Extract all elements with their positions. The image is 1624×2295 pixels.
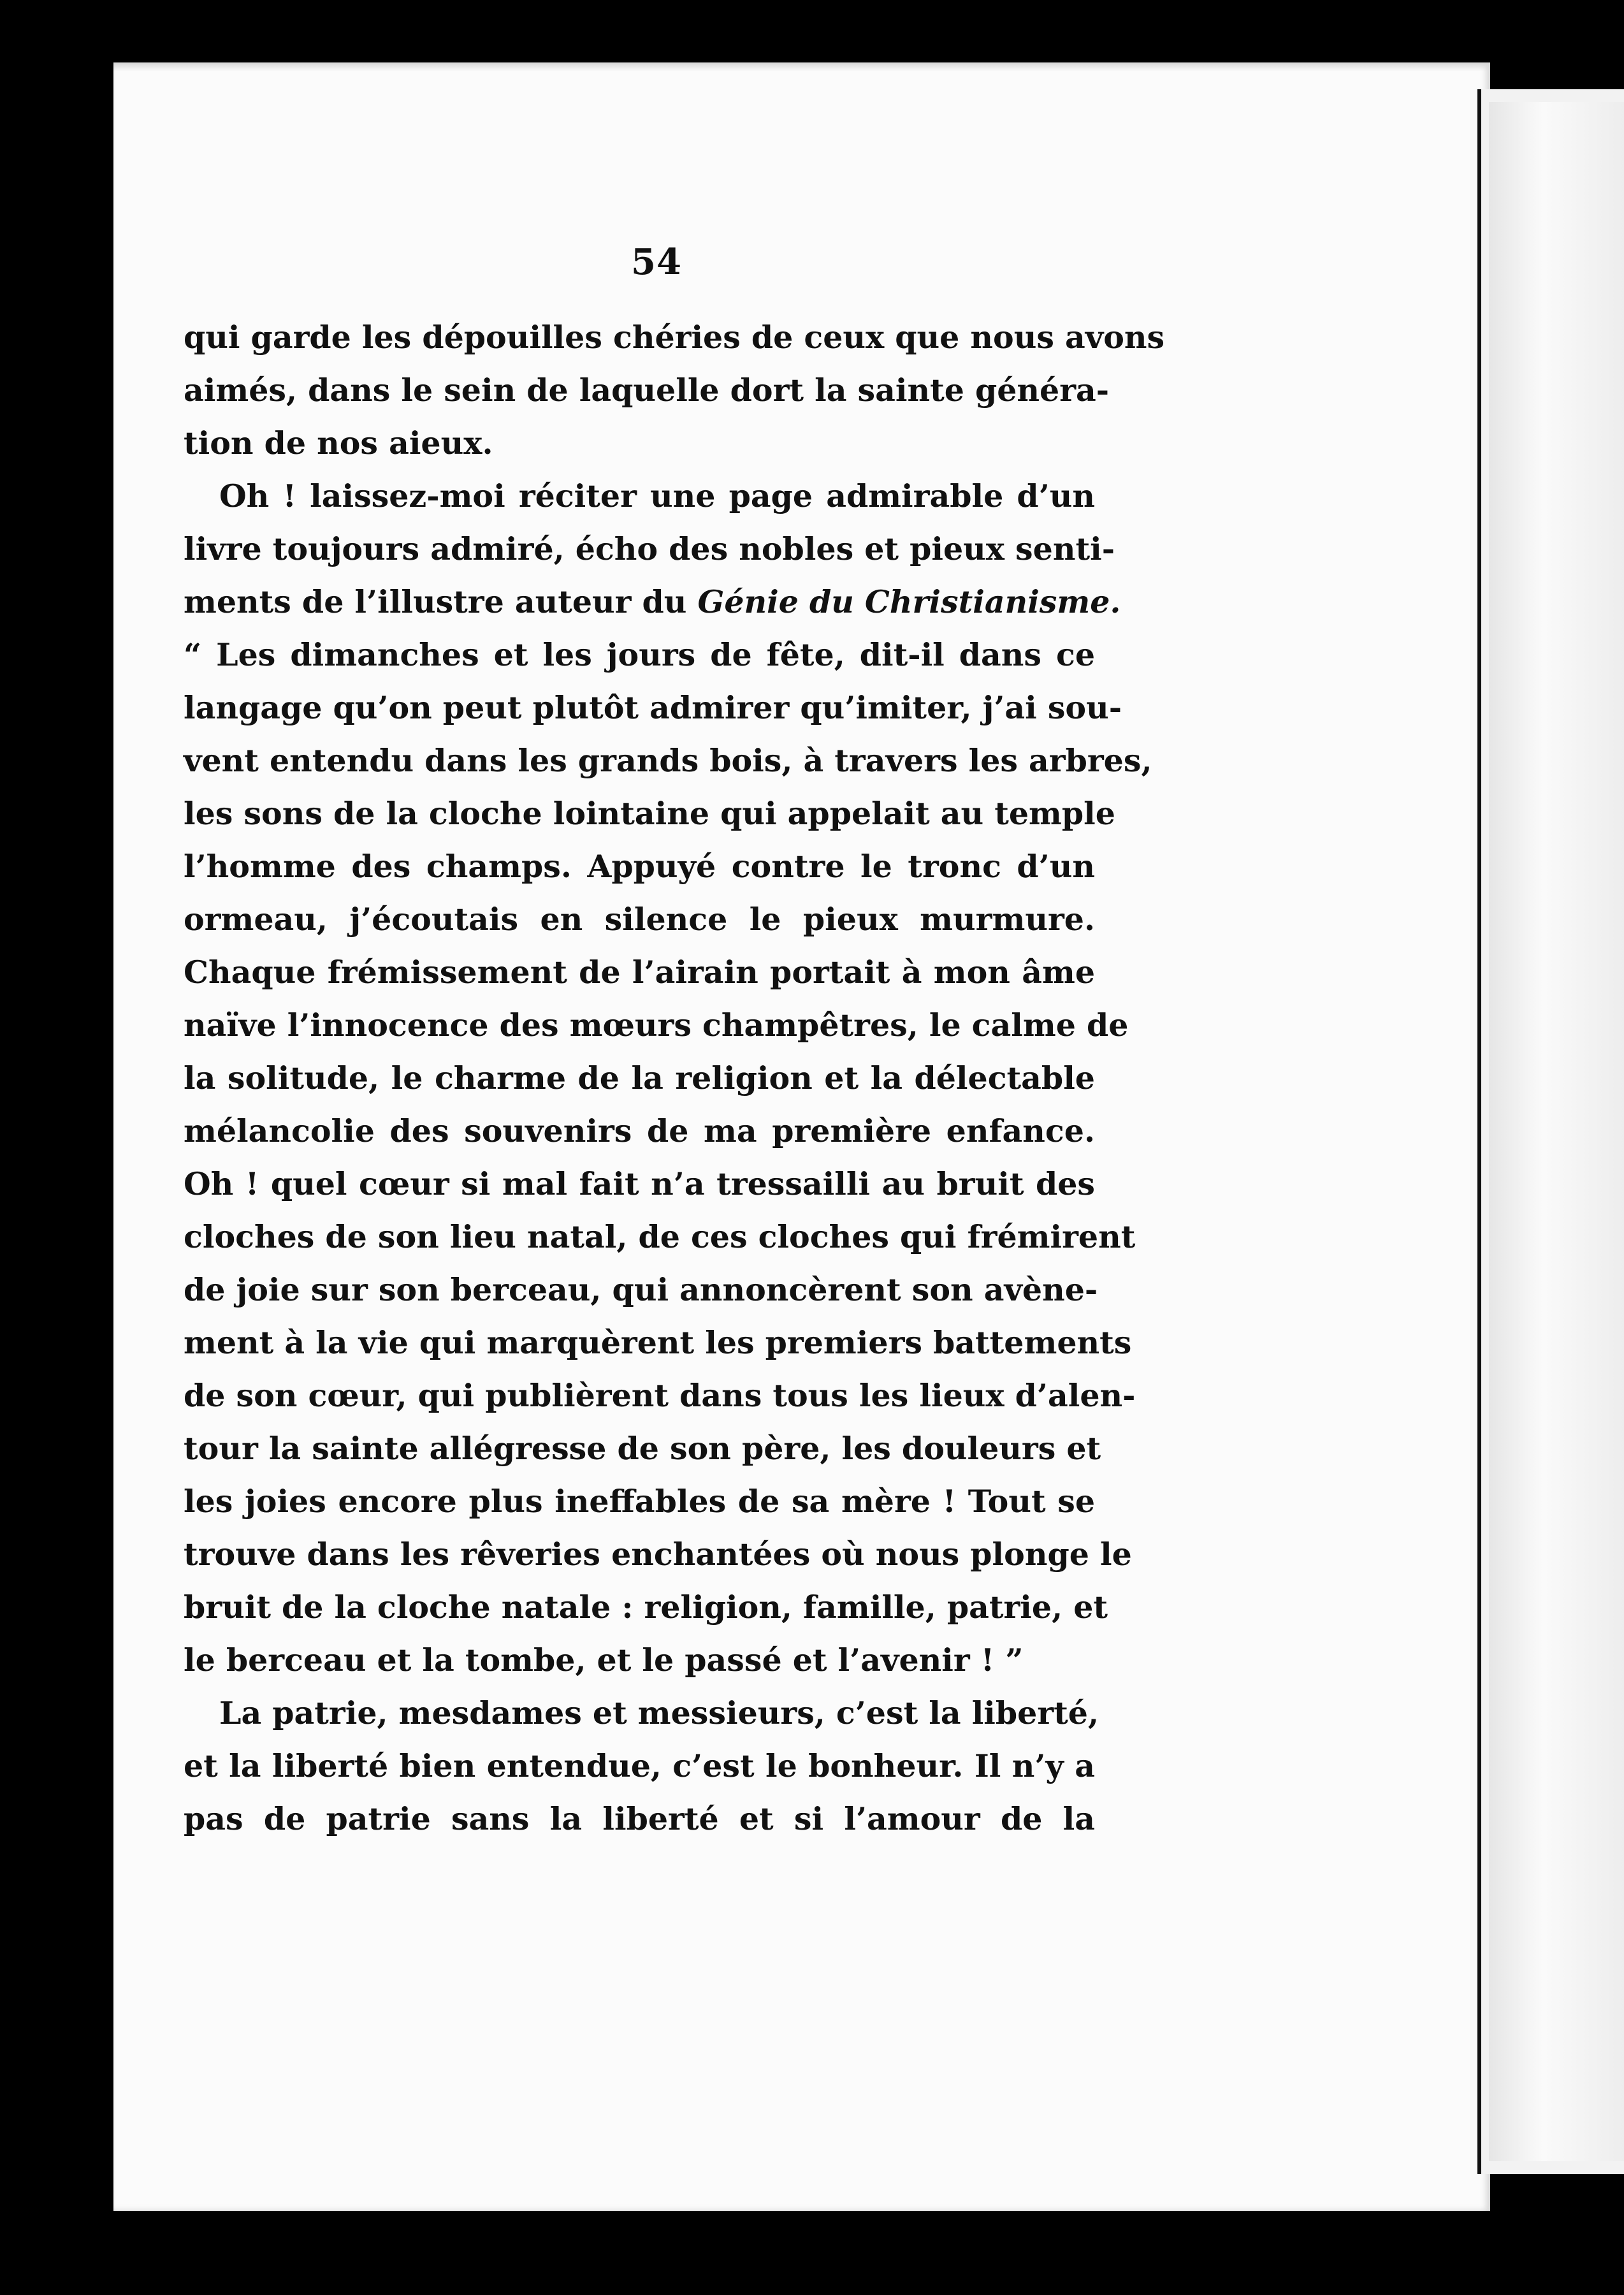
text-line: de joie sur son berceau, qui annoncèrent son avène- [184,1271,1098,1308]
text-line: vent entendu dans les grands bois, à travers les arbres, [184,742,1152,779]
text-line: tour la sainte allégresse de son père, les douleurs et [184,1430,1101,1467]
page-number: 54 [631,241,682,283]
text-line: mélancolie des souvenirs de ma première enfance. [184,1112,1095,1149]
text-line: qui garde les dépouilles chéries de ceux que nous avons [184,319,1165,356]
text-line: ment à la vie qui marquèrent les premiers battements [184,1324,1132,1361]
text-line: “ Les dimanches et les jours de fête, dit-il dans ce [184,636,1095,673]
text-line: trouve dans les rêveries enchantées où nous plonge le [184,1536,1132,1573]
text-line: les joies encore plus ineffables de sa mère ! Tout se [184,1483,1095,1520]
text-line: Oh ! laissez-moi réciter une page admirable d’un [219,477,1095,514]
text-line: livre toujours admiré, écho des nobles et pieux senti- [184,530,1115,567]
text-line: la solitude, le charme de la religion et la délectable [184,1060,1095,1096]
text-line: La patrie, mesdames et messieurs, c’est la liberté, [219,1694,1099,1731]
text-line: tion de nos aieux. [184,425,493,462]
text-line: bruit de la cloche natale : religion, famille, patrie, et [184,1589,1108,1626]
text-line: de son cœur, qui publièrent dans tous les lieux d’alen- [184,1377,1136,1414]
text-line: cloches de son lieu natal, de ces cloches qui frémirent [184,1218,1136,1255]
text-line: les sons de la cloche lointaine qui appelait au temple [184,795,1115,832]
text-line: pas de patrie sans la liberté et si l’amour de la [184,1800,1095,1837]
text-line: langage qu’on peut plutôt admirer qu’imiter, j’ai sou- [184,689,1122,726]
text-line: ormeau, j’écoutais en silence le pieux murmure. [184,901,1095,938]
text-line-with-title [184,576,1121,629]
text-line-segment: ments de l’illustre auteur du [184,583,687,620]
text-line: aimés, dans le sein de laquelle dort la sainte généra- [184,372,1110,409]
text-line: l’homme des champs. Appuyé contre le tronc d’un [184,848,1095,885]
text-line: Oh ! quel cœur si mal fait n’a tressailli au bruit des [184,1165,1095,1202]
text-line: et la liberté bien entendue, c’est le bonheur. Il n’y a [184,1747,1095,1784]
text-line: Chaque frémissement de l’airain portait à mon âme [184,954,1095,991]
text-line: naïve l’innocence des mœurs champêtres, le calme de [184,1007,1129,1044]
page-top-shadow [113,62,1490,71]
text-line: le berceau et la tombe, et le passé et l’avenir ! ” [184,1642,1024,1679]
book-title: Génie du Christianisme. [697,583,1121,620]
body-text [184,311,1165,1846]
adjacent-page-surface [1489,102,1624,2161]
